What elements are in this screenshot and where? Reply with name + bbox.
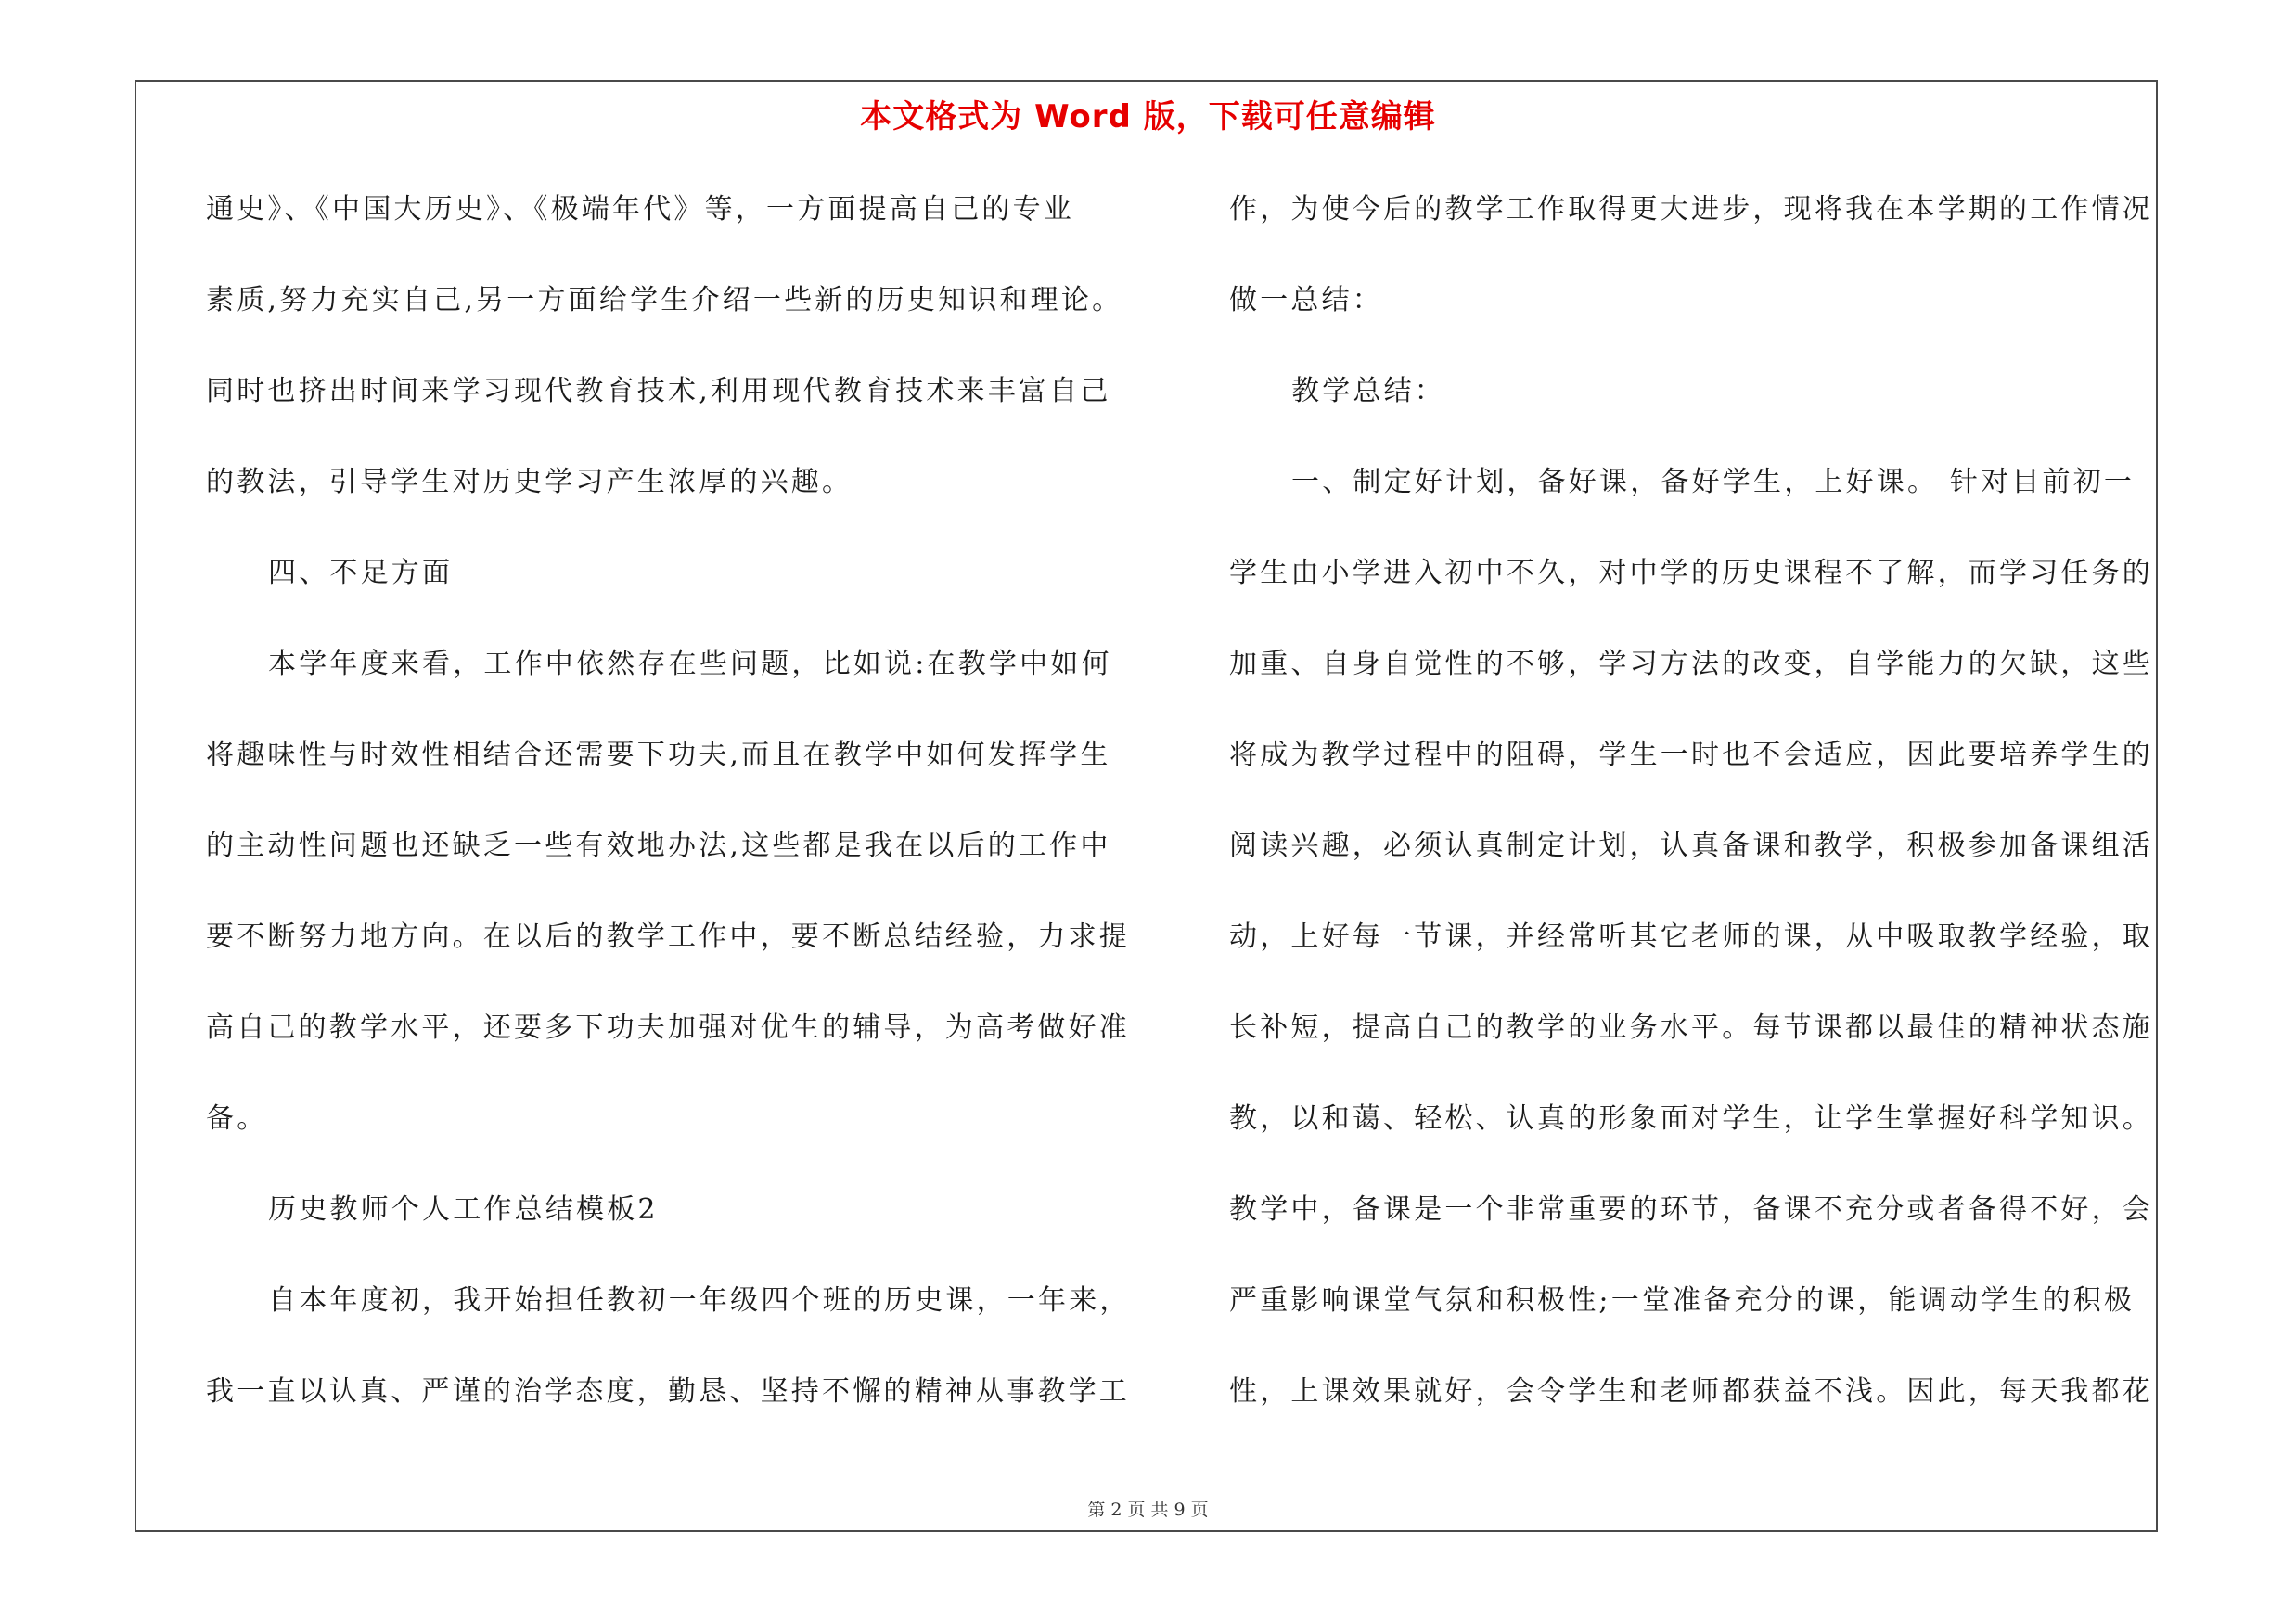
text-line: 做一总结： <box>1229 284 1383 316</box>
text-line: 加重、自身自觉性的不够，学习方法的改变，自学能力的欠缺，这些 <box>1229 648 2153 680</box>
text-line: 学生由小学进入初中不久，对中学的历史课程不了解，而学习任务的 <box>1229 557 2153 589</box>
section-heading: 教学总结： <box>1291 375 1445 407</box>
text-line: 将成为教学过程中的阻碍，学生一时也不会适应，因此要培养学生的 <box>1229 739 2153 771</box>
text-line: 教，以和蔼、轻松、认真的形象面对学生，让学生掌握好科学知识。 <box>1229 1102 2153 1135</box>
text-line: 阅读兴趣，必须认真制定计划，认真备课和教学，积极参加备课组活 <box>1229 830 2153 862</box>
text-line: 严重影响课堂气氛和积极性;一堂准备充分的课，能调动学生的积极 <box>1229 1284 2136 1317</box>
text-line: 性，上课效果就好，会令学生和老师都获益不浅。因此，每天我都花 <box>1229 1375 2153 1408</box>
text-line: 备。 <box>206 1102 268 1135</box>
page-number: 第 2 页 共 9 页 <box>1087 1500 1209 1520</box>
text-line: 将趣味性与时效性相结合还需要下功夫,而且在教学中如何发挥学生 <box>206 739 1111 771</box>
text-line: 教学中，备课是一个非常重要的环节，备课不充分或者备得不好，会 <box>1229 1193 2153 1226</box>
text-line: 长补短，提高自己的教学的业务水平。每节课都以最佳的精神状态施 <box>1229 1011 2153 1044</box>
text-line: 高自己的教学水平，还要多下功夫加强对优生的辅导，为高考做好准 <box>206 1011 1130 1044</box>
right-column <box>1229 182 2153 1455</box>
text-line: 通史》、《中国大历史》、《极端年代》等，一方面提高自己的专业 <box>206 193 1074 225</box>
text-line: 一、制定好计划，备好课，备好学生，上好课。 针对目前初一 <box>1291 466 2136 498</box>
text-line: 我一直以认真、严谨的治学态度，勤恳、坚持不懈的精神从事教学工 <box>206 1375 1130 1408</box>
text-line: 自本年度初，我开始担任教初一年级四个班的历史课，一年来， <box>268 1284 1131 1317</box>
text-line: 作，为使今后的教学工作取得更大进步，现将我在本学期的工作情况 <box>1229 193 2153 225</box>
format-banner: 本文格式为 Word 版，下载可任意编辑 <box>860 98 1436 135</box>
text-line: 同时也挤出时间来学习现代教育技术,利用现代教育技术来丰富自己 <box>206 375 1111 407</box>
text-line: 的教法，引导学生对历史学习产生浓厚的兴趣。 <box>206 466 853 498</box>
text-line: 要不断努力地方向。在以后的教学工作中，要不断总结经验，力求提 <box>206 921 1130 953</box>
left-column <box>206 182 1131 1455</box>
text-line: 的主动性问题也还缺乏一些有效地办法,这些都是我在以后的工作中 <box>206 830 1111 862</box>
section-heading: 历史教师个人工作总结模板2 <box>268 1193 659 1226</box>
text-line: 动，上好每一节课，并经常听其它老师的课，从中吸取教学经验，取 <box>1229 921 2153 953</box>
text-line: 本学年度来看，工作中依然存在些问题，比如说:在教学中如何 <box>268 648 1112 680</box>
text-line: 素质,努力充实自己,另一方面给学生介绍一些新的历史知识和理论。 <box>206 284 1123 316</box>
section-heading: 四、不足方面 <box>268 557 454 589</box>
